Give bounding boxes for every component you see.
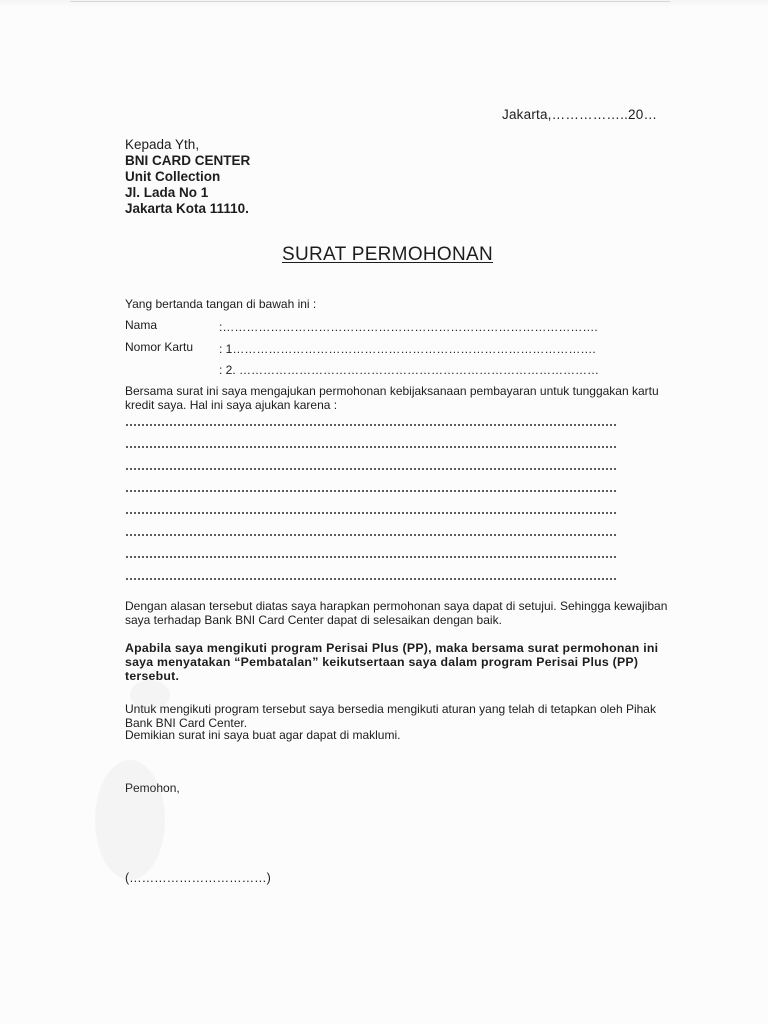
reason-dotted-line (125, 446, 617, 448)
reason-paragraph: Dengan alasan tersebut diatas saya harapkan permohonan saya dapat di setujui. Sehingga kewajiban saya terhadap Bank BNI Card Center dapat di selesaikan dengan baik. (125, 599, 668, 627)
recipient-line-2: Unit Collection (125, 169, 221, 184)
date-line: Jakarta,……………..20… (502, 107, 658, 122)
nomor-kartu-field-1: : 1………………………………………………………………………………. (219, 342, 596, 356)
scan-edge-line (70, 1, 670, 2)
recipient-salutation: Kepada Yth, (125, 137, 200, 152)
reason-dotted-line (125, 512, 617, 514)
reason-dotted-line (125, 534, 617, 536)
intro-text: Yang bertanda tangan di bawah ini : (125, 297, 317, 311)
reason-dotted-line (125, 556, 617, 558)
perisai-plus-paragraph: Apabila saya mengikuti program Perisai Plus (PP), maka bersama surat permohonan ini saya menyatakan “Pembatalan” keikutsertaan saya dalam program Perisai Plus (PP) tersebut. (125, 641, 659, 683)
reason-dotted-line (125, 578, 617, 580)
request-paragraph: Bersama surat ini saya mengajukan permohonan kebijaksanaan pembayaran untuk tunggakan kartu kredit saya. Hal ini saya ajukan karena : (125, 384, 659, 412)
recipient-address (125, 137, 250, 217)
reason-dotted-line (125, 468, 617, 470)
reason-dotted-line (125, 424, 617, 426)
closing-paragraph: Demikian surat ini saya buat agar dapat di maklumi. (125, 728, 401, 742)
scan-smudge (95, 760, 165, 880)
applicant-label: Pemohon, (125, 781, 180, 795)
letter-title: SURAT PERMOHONAN (282, 244, 494, 265)
nama-label: Nama (125, 318, 158, 332)
signature-line: (……………………………) (125, 871, 271, 885)
nomor-kartu-field-2: : 2. ……………………………………………………………………………… (219, 363, 600, 377)
rules-paragraph: Untuk mengikuti program tersebut saya bersedia mengikuti aturan yang telah di tetapkan oleh Pihak Bank BNI Card Center. (125, 702, 656, 730)
nomor-kartu-label: Nomor Kartu (125, 340, 194, 354)
scan-smudge (130, 680, 170, 710)
recipient-line-1: BNI CARD CENTER (125, 153, 251, 168)
reason-dotted-line (125, 490, 617, 492)
recipient-line-4: Jakarta Kota 11110. (125, 201, 249, 216)
nama-field: :…………………………………………………………………………………. (219, 320, 598, 334)
recipient-line-3: Jl. Lada No 1 (125, 185, 209, 200)
